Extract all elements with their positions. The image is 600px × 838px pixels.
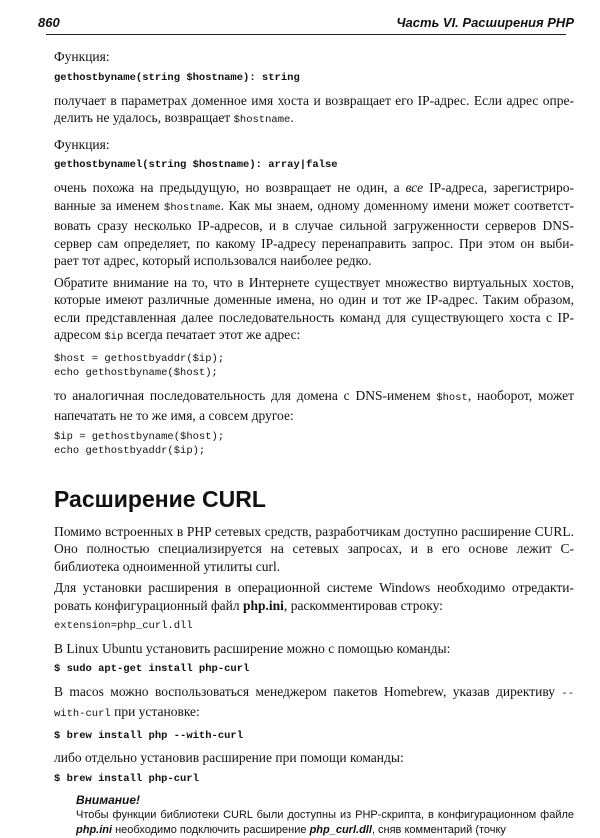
- function-signature: gethostbyname(string $hostname): string: [54, 71, 300, 84]
- inline-code: $ip: [104, 331, 124, 343]
- paragraph: В macos можно воспользоваться менеджером пакетов Homebrew, указав директиву --with-curl при установке:: [54, 683, 575, 720]
- paragraph: то аналогичная последовательность для домена с DNS-именем $host, наоборот, может напечатать не то же имя, а совсем другое:: [54, 387, 574, 423]
- function-label: Функция:: [54, 136, 110, 152]
- paragraph: очень похожа на предыдущую, но возвращает не один, а все IP-адреса, зарегистриро-ванные за именем $hostname. Как мы знаем, одному доменному имени может соответст-вовать сразу несколько IP-адресов, и в случае сильной загруженности серверов DNS-сервер сам определяет, по какому IP-адресу перенаправить запрос. При этом он выби-рает тот адрес, который использовался наиболее редко.: [54, 180, 575, 268]
- warning-note: [76, 792, 574, 838]
- inline-code: $hostname: [164, 201, 221, 214]
- code-block: [54, 352, 574, 381]
- file-name: php_curl.dll: [309, 824, 372, 836]
- command-line: $ brew install php-curl: [54, 772, 199, 785]
- page-number: 860: [38, 15, 60, 30]
- command-line: $ sudo apt-get install php-curl: [54, 663, 250, 675]
- chapter-title: Часть VI. Расширения PHP: [396, 15, 574, 30]
- paragraph: либо отдельно установив расширение при помощи команды:: [54, 750, 404, 765]
- function-label: Функция:: [54, 49, 110, 64]
- paragraph: В Linux Ubuntu установить расширение можно с помощью команды:: [54, 640, 451, 656]
- code-line: $ip = gethostbyname($host);: [54, 430, 225, 443]
- book-page: [38, 0, 575, 836]
- file-name: php.ini: [76, 824, 113, 836]
- paragraph: Помимо встроенных в PHP сетевых средств, разработчикам доступно расширение CURL. Оно полностью специализируется на сетевых запросах, и в его основе лежит С-библиотека одноименной утилиты curl.: [54, 523, 574, 574]
- note-title: Внимание!: [76, 793, 141, 807]
- paragraph: Для установки расширения в операционной системе Windows необходимо отредакти-ровать конфигурационный файл php.ini, раскомментировав строку:: [54, 580, 574, 613]
- command-line: $ brew install php --with-curl: [54, 729, 244, 742]
- section-heading: Расширение CURL: [54, 485, 266, 512]
- paragraph: получает в параметрах доменное имя хоста и возвращает его IP-адрес. Если адрес опре-делить не удалось, возвращает $hostname.: [54, 92, 574, 126]
- emphasis: все: [405, 180, 424, 195]
- code-line: echo gethostbyname($host);: [54, 367, 218, 379]
- inline-code: --with-curl: [54, 687, 575, 720]
- inline-code: $hostname: [233, 114, 291, 126]
- paragraph: Обратите внимание на то, что в Интернете существует множество виртуальных хостов, которые имеют различные доменные имена, но один и тот же IP-адрес. Таким образом, если представленная далее последовательность команд для существующего хоста с IP-адресом $ip всегда печатает этот же адрес:: [54, 274, 574, 343]
- code-block: [54, 430, 574, 459]
- page-content: [54, 42, 574, 838]
- file-name: php.ini: [243, 597, 284, 613]
- code-block: extension=php_curl.dll: [54, 620, 193, 632]
- code-line: echo gethostbyaddr($ip);: [54, 445, 206, 457]
- inline-code: $host: [436, 391, 468, 404]
- code-line: $host = gethostbyaddr($ip);: [54, 352, 225, 365]
- function-signature: gethostbynamel(string $hostname): array|false: [54, 159, 338, 171]
- page-header: [38, 14, 574, 35]
- note-text: Чтобы функции библиотеки CURL были доступны из PHP-скрипта, в конфигурационном файле php.ini необходимо подключить расширение php_curl.dll, сняв комментарий (точку: [76, 809, 574, 836]
